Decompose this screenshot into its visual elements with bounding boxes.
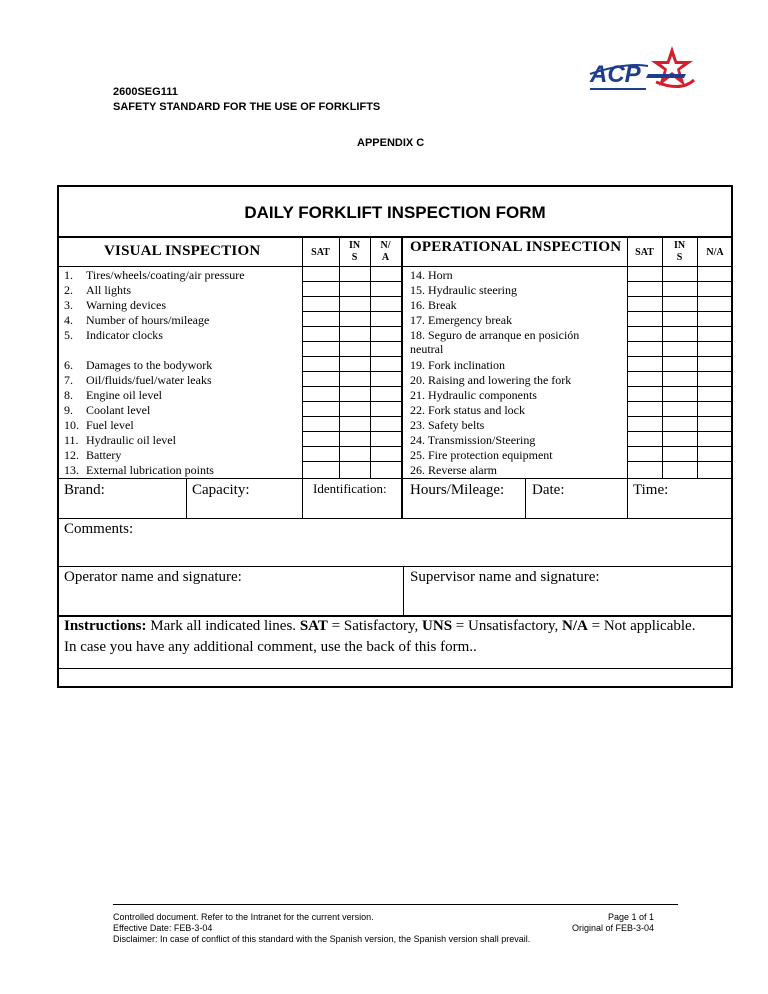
visual-col-na: N/ A bbox=[380, 240, 391, 263]
visual-item: 7. Oil/fluids/fuel/water leaks bbox=[64, 373, 212, 387]
operational-col-sat: SAT bbox=[635, 247, 654, 258]
operational-item: 18. Seguro de arranque en posición neutral bbox=[410, 328, 580, 356]
operational-inspection-heading: OPERATIONAL INSPECTION bbox=[410, 239, 622, 255]
visual-item: 12. Battery bbox=[64, 448, 122, 462]
form-title: DAILY FORKLIFT INSPECTION FORM bbox=[244, 203, 546, 222]
visual-inspection-heading: VISUAL INSPECTION bbox=[104, 243, 261, 259]
operational-item: 23. Safety belts bbox=[410, 418, 485, 432]
visual-item: 9. Coolant level bbox=[64, 403, 151, 417]
comments-label: Comments: bbox=[64, 521, 134, 537]
operational-item: 14. Horn bbox=[410, 268, 453, 282]
operational-item: 20. Raising and lowering the fork bbox=[410, 373, 572, 387]
footer-disclaimer: Disclaimer: In case of conflict of this standard with the Spanish version, the Spanish version shall prevail. bbox=[113, 934, 531, 944]
operational-item: 15. Hydraulic steering bbox=[410, 283, 517, 297]
footer-controlled-note: Controlled document. Refer to the Intranet for the current version. bbox=[113, 912, 374, 922]
logo-wordmark: ACP bbox=[590, 61, 641, 88]
instructions-text: Instructions: Mark all indicated lines. SAT = Satisfactory, UNS = Unsatisfactory, N/A = Not applicable. In case you have any additional comment, use the back of this form.. bbox=[64, 618, 696, 655]
visual-item: 3. Warning devices bbox=[64, 298, 167, 312]
supervisor-signature-label: Supervisor name and signature: bbox=[410, 569, 600, 585]
visual-item: 10. Fuel level bbox=[64, 418, 134, 432]
operational-item: 24. Transmission/Steering bbox=[410, 433, 536, 447]
operational-col-na: N/A bbox=[706, 247, 724, 258]
footer-page-number: Page 1 of 1 bbox=[607, 912, 654, 922]
capacity-label: Capacity: bbox=[192, 482, 250, 498]
date-label: Date: bbox=[532, 482, 565, 498]
acp-logo bbox=[586, 44, 704, 102]
visual-item: 2. All lights bbox=[64, 283, 132, 297]
operational-item: 17. Emergency break bbox=[410, 313, 513, 327]
visual-item: 4. Number of hours/mileage bbox=[64, 313, 210, 327]
visual-item: 6. Damages to the bodywork bbox=[64, 358, 213, 372]
operational-item: 22. Fork status and lock bbox=[410, 403, 525, 417]
time-label: Time: bbox=[633, 482, 669, 498]
visual-item: 8. Engine oil level bbox=[64, 388, 162, 402]
operational-item: 19. Fork inclination bbox=[410, 358, 505, 372]
appendix-label: APPENDIX C bbox=[357, 137, 425, 149]
visual-item: 5. Indicator clocks bbox=[64, 328, 163, 342]
footer-rule bbox=[113, 904, 678, 905]
footer-original-date: Original of FEB-3-04 bbox=[571, 923, 654, 933]
visual-item: 11. Hydraulic oil level bbox=[64, 433, 176, 447]
visual-col-sat: SAT bbox=[311, 247, 330, 258]
operational-col-ins: IN S bbox=[673, 240, 686, 263]
footer-effective-date: Effective Date: FEB-3-04 bbox=[113, 923, 213, 933]
visual-item: 13. External lubrication points bbox=[64, 463, 214, 477]
operational-item: 21. Hydraulic components bbox=[410, 388, 537, 402]
document-id: 2600SEG111 bbox=[113, 86, 178, 98]
operator-signature-label: Operator name and signature: bbox=[64, 569, 242, 585]
operational-item: 25. Fire protection equipment bbox=[410, 448, 553, 462]
hours-mileage-label: Hours/Mileage: bbox=[410, 482, 505, 498]
document-title: SAFETY STANDARD FOR THE USE OF FORKLIFTS bbox=[113, 101, 381, 113]
brand-label: Brand: bbox=[64, 482, 105, 498]
operational-item: 26. Reverse alarm bbox=[410, 463, 497, 477]
identification-label: Identification: bbox=[313, 481, 387, 496]
visual-item: 1. Tires/wheels/coating/air pressure bbox=[64, 268, 245, 282]
visual-col-ins: IN S bbox=[348, 240, 361, 263]
operational-item: 16. Break bbox=[410, 298, 457, 312]
